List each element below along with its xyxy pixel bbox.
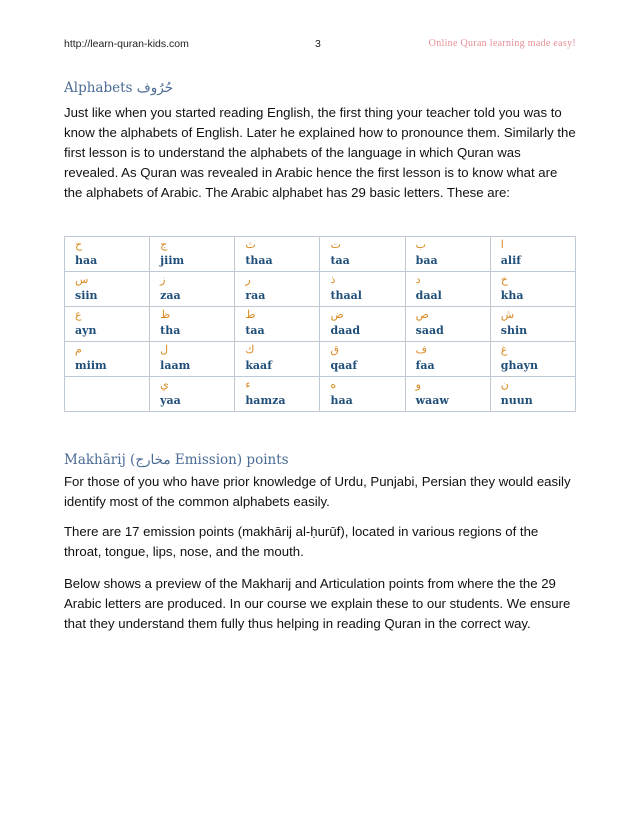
alphabets-intro-paragraph: Just like when you started reading English, the first thing your teacher told you was to know the alphabets of English. Later he explained how to pronounce them. Similarly the first lesson is to understand the alphabets of the language in which Quran was revealed. As Quran was revealed in Arabic hence the first lesson is to know what are the alphabets of Arabic. The Arabic alphabet has 29 basic letters. These are: xyxy=(64,105,576,200)
letter-cell xyxy=(405,377,490,412)
letter-name: waaw xyxy=(415,394,449,407)
letter-cell xyxy=(320,342,405,377)
arabic-letter: ب xyxy=(415,238,426,251)
letter-cell xyxy=(320,272,405,307)
letter-cell xyxy=(65,342,150,377)
letter-cell xyxy=(490,342,575,377)
letter-name: taa xyxy=(245,324,265,337)
arabic-letter xyxy=(75,378,149,393)
letter-name: laam xyxy=(160,359,191,372)
letter-name: tha xyxy=(160,324,181,337)
makharij-paragraph-3: Below shows a preview of the Makharij and Articulation points from where the the 29 Arabic letters are produced. In our course we explain these to our students. We ensure that they understand them fully thus helping in reading Quran in the correct way. xyxy=(64,576,571,631)
letter-name: thaal xyxy=(330,289,362,302)
letter-name: nuun xyxy=(500,394,533,407)
letter-cell xyxy=(490,307,575,342)
header-url[interactable]: http://learn-quran-kids.com xyxy=(64,38,189,50)
arabic-letter: ث xyxy=(245,238,256,251)
letter-name: alif xyxy=(500,254,521,267)
letter-name: daad xyxy=(330,324,361,337)
arabic-letter: خ xyxy=(500,273,508,286)
arabic-letter: ي xyxy=(160,378,169,391)
letter-name: ghayn xyxy=(500,359,538,372)
table-row xyxy=(65,377,576,412)
letter-name: haa xyxy=(330,394,353,407)
arabic-letter: ش xyxy=(500,308,515,321)
letter-cell xyxy=(65,377,150,412)
letter-cell xyxy=(150,377,235,412)
letter-name: taa xyxy=(330,254,350,267)
letter-cell xyxy=(320,307,405,342)
page-number: 3 xyxy=(315,38,321,50)
letter-cell xyxy=(235,272,320,307)
table-row xyxy=(65,307,576,342)
letter-cell xyxy=(405,342,490,377)
arabic-letter: م xyxy=(75,343,82,356)
letter-cell xyxy=(405,237,490,272)
letter-name: saad xyxy=(415,324,444,337)
letter-name: faa xyxy=(415,359,435,372)
letter-name: jiim xyxy=(160,254,185,267)
letter-name: haa xyxy=(75,254,98,267)
letter-cell xyxy=(490,377,575,412)
letter-name: kaaf xyxy=(245,359,272,372)
letter-cell xyxy=(235,237,320,272)
letter-name: baa xyxy=(415,254,438,267)
letter-cell xyxy=(490,272,575,307)
letter-name: thaa xyxy=(245,254,273,267)
arabic-letter: س xyxy=(75,273,89,286)
arabic-letter: ك xyxy=(245,343,255,356)
arabic-letter: ر xyxy=(245,273,251,286)
arabic-letter: و xyxy=(415,378,421,391)
arabic-letter: ل xyxy=(160,343,169,356)
arabic-letter: ط xyxy=(245,308,256,321)
letter-cell xyxy=(235,377,320,412)
arabic-letters-table xyxy=(64,236,576,412)
arabic-letter: ز xyxy=(160,273,166,286)
letter-cell xyxy=(150,307,235,342)
table-row xyxy=(65,237,576,272)
letter-name: hamza xyxy=(245,394,286,407)
arabic-letter: د xyxy=(415,273,421,286)
letter-cell xyxy=(320,237,405,272)
letter-cell xyxy=(65,272,150,307)
arabic-letter: ظ xyxy=(160,308,171,321)
letter-cell xyxy=(150,272,235,307)
alphabets-heading: Alphabets حُرُوف xyxy=(64,80,174,96)
letter-name: kha xyxy=(500,289,524,302)
arabic-letter: ض xyxy=(330,308,344,321)
letter-cell xyxy=(405,307,490,342)
letter-cell xyxy=(150,342,235,377)
table-row xyxy=(65,272,576,307)
letter-name: daal xyxy=(415,289,442,302)
letter-name: yaa xyxy=(160,394,181,407)
letter-name: miim xyxy=(75,359,107,372)
header-tagline: Online Quran learning made easy! xyxy=(428,38,576,49)
letter-name: raa xyxy=(245,289,266,302)
arabic-letter: ه xyxy=(330,378,337,391)
arabic-letter: غ xyxy=(500,343,508,356)
letter-cell xyxy=(235,307,320,342)
letter-cell xyxy=(65,307,150,342)
arabic-letter: ص xyxy=(415,308,429,321)
makharij-paragraph-2: There are 17 emission points (makhārij al-ḥurūf), located in various regions of the throat, tongue, lips, nose, and the mouth. xyxy=(64,524,539,559)
letter-name: ayn xyxy=(75,324,97,337)
arabic-letter: ج xyxy=(160,238,168,251)
arabic-letter: ح xyxy=(75,238,83,251)
page-header xyxy=(64,38,576,56)
letter-name: siin xyxy=(75,289,98,302)
letter-name: zaa xyxy=(160,289,181,302)
letter-cell xyxy=(235,342,320,377)
arabic-letter: ق xyxy=(330,343,340,356)
makharij-heading: Makhārij (مخارج Emission) points xyxy=(64,452,289,468)
makharij-paragraph-1: For those of you who have prior knowledge of Urdu, Punjabi, Persian they would easily identify most of the common alphabets easily. xyxy=(64,474,571,509)
arabic-letter: ع xyxy=(75,308,82,321)
letter-cell xyxy=(320,377,405,412)
arabic-letter: ء xyxy=(245,378,251,391)
letter-cell xyxy=(65,237,150,272)
table-row xyxy=(65,342,576,377)
arabic-letter: ن xyxy=(500,378,509,391)
letter-cell xyxy=(490,237,575,272)
letter-cell xyxy=(405,272,490,307)
letter-cell xyxy=(150,237,235,272)
arabic-letter: ذ xyxy=(330,273,336,286)
arabic-letter: ف xyxy=(415,343,428,356)
letter-name: qaaf xyxy=(330,359,358,372)
arabic-letter: ا xyxy=(500,238,504,251)
arabic-letter: ت xyxy=(330,238,341,251)
letter-name: shin xyxy=(500,324,528,337)
